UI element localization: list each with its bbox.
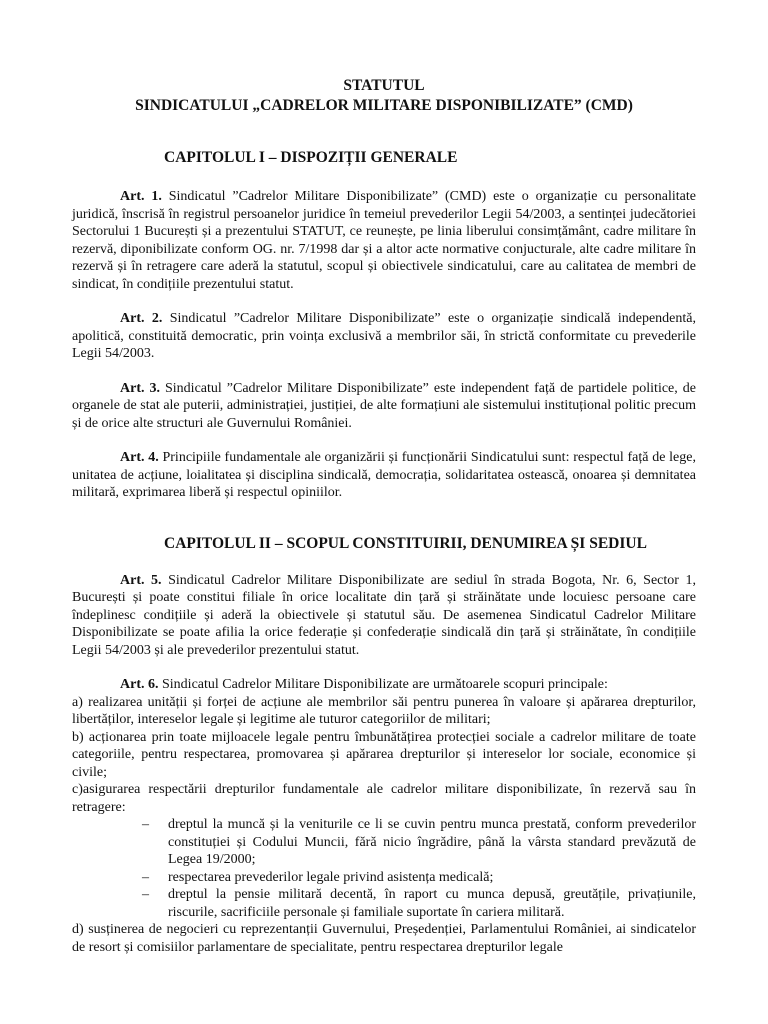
list-item-text: dreptul la muncă și la veniturile ce li se cuvin pentru munca prestată, conform prevederilor constituției și Codului Muncii, fără nicio îngrădire, până la vârsta standard prevăzută de Legea 19/2000;: [168, 817, 696, 867]
article-label: Art. 6.: [120, 677, 159, 692]
document-title-line2: SINDICATULUI „CADRELOR MILITARE DISPONIBILIZATE” (CMD): [135, 97, 633, 114]
article-6-item-b: b) acționarea prin toate mijloacele legale pentru îmbunătățirea protecției sociale a cadrelor militare de toate categoriile, pentru respectarea, promovarea și apărarea drepturilor și intereselor lor sociale, economice și civile;: [72, 729, 696, 780]
article-text: Sindicatul Cadrelor Militare Disponibilizate are următoarele scopuri principale:: [158, 677, 608, 692]
chapter2-heading: CAPITOLUL II – SCOPUL CONSTITUIRII, DENUMIREA ȘI SEDIUL: [164, 534, 647, 552]
article-6-item-d: d) susținerea de negocieri cu reprezentanții Guvernului, Președenției, Parlamentului României, ai sindicatelor de resort și comisiilor parlamentare de specialitate, pentru respectarea drepturilor legale: [72, 922, 696, 955]
article-5: [72, 572, 696, 660]
list-item: [142, 886, 696, 921]
chapter1-heading: CAPITOLUL I – DISPOZIȚII GENERALE: [164, 149, 458, 166]
dash-bullet: –: [142, 887, 149, 902]
article-label: Art. 1.: [120, 189, 162, 204]
dash-bullet: –: [142, 817, 149, 832]
list-item-text: dreptul la pensie militară decentă, în raport cu munca depusă, greutățile, privațiunile, riscurile, sacrificiile personale și familiale suportate în cariera militară.: [168, 887, 696, 920]
article-6-item-c: c)asigurarea respectării drepturilor fundamentale ale cadrelor militare disponibilizate, în rezervă sau în retragere:: [72, 782, 696, 815]
article-2: [72, 310, 696, 363]
article-6-item-a: a) realizarea unității și forței de acțiune ale membrilor săi pentru punerea în valoare și apărarea drepturilor, libertăților, intereselor legale și legitime ale tuturor categoriilor de militari;: [72, 694, 696, 727]
article-label: Art. 4.: [120, 450, 159, 465]
article-6: [72, 676, 696, 694]
article-text: Sindicatul ”Cadrelor Militare Disponibilizate” este independent față de partidele politice, de organele de stat ale puterii, administrației, justiției, de alte formațiuni ale sistemului instituțional politic precum și de orice alte structuri ale Guvernului României.: [72, 380, 696, 431]
article-label: Art. 2.: [120, 311, 163, 326]
article-text: Sindicatul ”Cadrelor Militare Disponibilizate” este o organizație sindicală independentă, apolitică, constituită democratic, prin voința exclusivă a membrilor săi, în strictă conformitate cu prevederile Legii 54/2003.: [72, 311, 696, 361]
article-4: [72, 449, 696, 502]
article-1: [72, 188, 696, 293]
article-label: Art. 5.: [120, 572, 162, 588]
list-item-text: respectarea prevederilor legale privind asistența medicală;: [168, 869, 494, 885]
article-text: Principiile fundamentale ale organizării și funcționării Sindicatului sunt: respectul față de lege, unitatea de acțiune, loialitatea și disciplina sindicală, democrația, solidaritatea ostească, onoarea și demnitatea militară, exprimarea liberă și respectul opiniilor.: [72, 450, 696, 500]
document-title-line1: STATUTUL: [343, 77, 425, 94]
list-item: [142, 816, 696, 869]
article-6-subitem-list: [72, 816, 696, 921]
dash-bullet: –: [142, 869, 149, 885]
list-item: [142, 869, 696, 887]
article-text: Sindicatul Cadrelor Militare Disponibilizate are sediul în strada Bogota, Nr. 6, Sector 1, București și poate constitui filiale în orice localitate din țară și străinătate unde locuiesc persoane care îndeplinesc condițiile și aderă la obiectivele și statutul său. De asemenea Sindicatul Cadrelor Militare Disponibilizate se poate afilia la orice federație și confederație sindicală din țară și străinătate, în condițiile Legii 54/2003 și ale prevederilor prezentului statut.: [72, 572, 696, 658]
article-3: [72, 380, 696, 433]
article-text: Sindicatul ”Cadrelor Militare Disponibilizate” (CMD) este o organizație cu personalitate juridică, înscrisă în registrul persoanelor juridice în temeiul prevederilor Legii 54/2003, a sentinței judecătoriei Sectorului 1 București și a prezentului STATUT, ce reunește, pe linia liberului consimțământ, cadre militare în rezervă, diponibilizate conform OG. nr. 7/1998 dar și a altor acte normative conjucturale, alte cadre militare în rezervă și în retragere care aderă la statutul, scopul și obiectivele sindicatului, care au calitatea de membri de sindicat, în condițiile prezentului statut.: [72, 189, 696, 292]
article-label: Art. 3.: [120, 380, 160, 396]
